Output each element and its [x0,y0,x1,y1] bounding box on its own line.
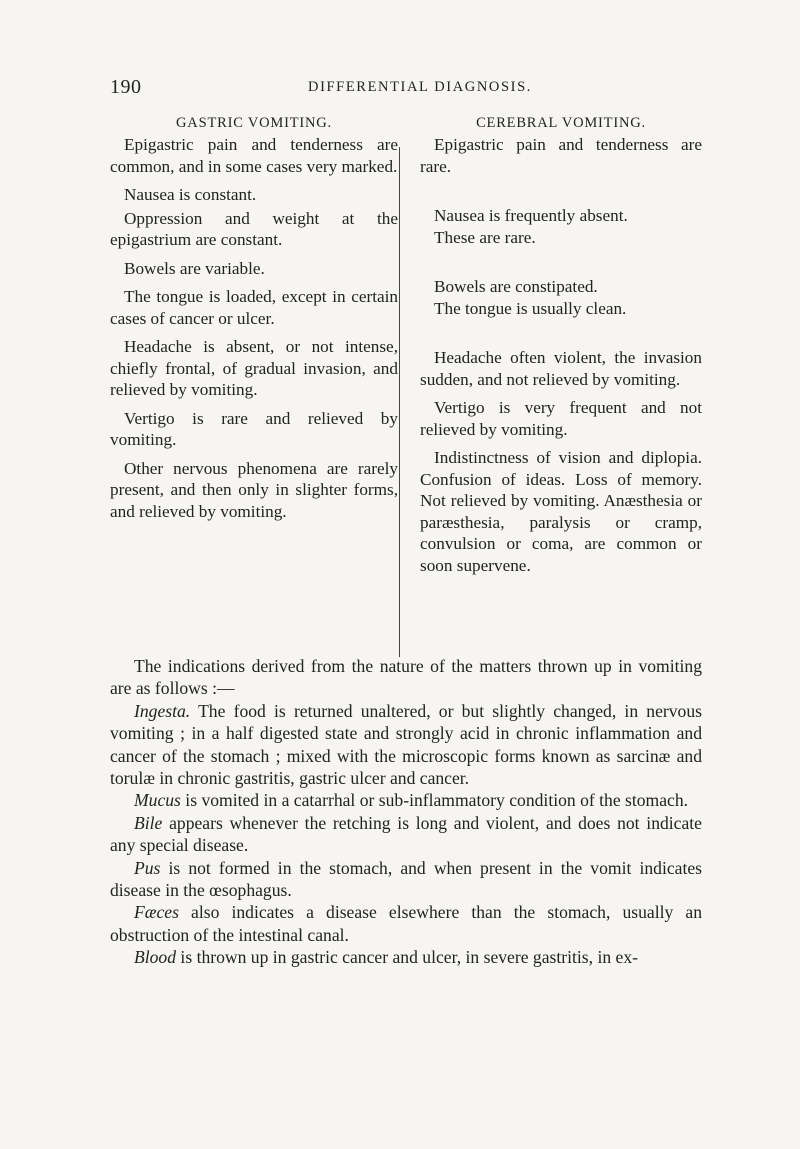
blood-text: is thrown up in gastric cancer and ulcer, in severe gastritis, in ex- [176,947,638,968]
blood-term: Blood [134,947,177,968]
gastric-point: Bowels are variable. [124,258,265,278]
blood-paragraph [110,946,702,968]
cerebral-point: Nausea is frequently absent. [434,206,628,225]
faeces-term: Fæces [134,902,179,923]
cerebral-point: The tongue is usually clean. [434,298,627,318]
gastric-point: Nausea is constant. [124,185,257,204]
ingesta-term: Ingesta. [134,700,191,721]
running-title: DIFFERENTIAL DIAGNOSIS. [308,79,532,95]
gastric-vomiting-column [110,113,398,529]
cerebral-point: Epigastric pain and tenderness are rare. [420,135,702,176]
faeces-paragraph [110,901,702,946]
bile-text: appears whenever the retching is long and violent, and does not indicate any special disease. [110,812,702,856]
mucus-term: Mucus [134,790,181,811]
faeces-text: also indicates a disease elsewhere than the stomach, usually an obstruction of the intestinal canal. [110,902,702,945]
cerebral-point: Vertigo is very frequent and not relieved by vomiting. [420,398,702,439]
page-number: 190 [110,76,142,98]
bile-term: Bile [134,812,163,833]
gastric-point: The tongue is loaded, except in certain cases of cancer or ulcer. [110,287,398,328]
cerebral-point: Headache often violent, the invasion sudden, and not relieved by vomiting. [420,348,702,389]
mucus-paragraph [110,789,702,811]
comparison-columns [110,113,702,661]
cerebral-vomiting-column [420,113,702,583]
page-header [110,76,710,102]
gastric-point: Epigastric pain and tenderness are common, and in some cases very marked. [110,135,398,176]
bile-paragraph [110,812,702,857]
cerebral-point: Indistinctness of vision and diplopia. Confusion of ideas. Loss of memory. Not relieved by vomiting. Anæsthesia or paræsthesia, paralysis or cramp, convulsion or coma, are common or soon supervene. [420,448,702,575]
pus-paragraph [110,857,702,902]
body-text [110,655,702,969]
gastric-point: Oppression and weight at the epigastrium are constant. [110,208,398,249]
gastric-vomiting-heading: GASTRIC VOMITING. [176,115,332,131]
cerebral-vomiting-heading: CEREBRAL VOMITING. [476,115,646,131]
gastric-point: Other nervous phenomena are rarely present, and then only in slighter forms, and relieved by vomiting. [110,458,398,521]
pus-text: is not formed in the stomach, and when present in the vomit indicates disease in the œsophagus. [110,857,702,901]
ingesta-paragraph [110,700,702,790]
ingesta-text: The food is returned unaltered, or but slightly changed, in nervous vomiting ; in a half digested state and strongly acid in chronic inflammation and cancer of the stomach ; mixed with the microscopic forms known as sarcinæ and torulæ in chronic gastritis, gastric ulcer and cancer. [110,700,702,789]
mucus-text: is vomited in a catarrhal or sub-inflammatory condition of the stomach. [180,790,689,811]
pus-term: Pus [134,857,161,878]
column-divider [399,147,400,657]
cerebral-point: These are rare. [434,227,536,247]
cerebral-point: Bowels are constipated. [434,277,598,296]
gastric-point: Headache is absent, or not intense, chiefly frontal, of gradual invasion, and relieved by vomiting. [110,337,398,399]
intro-paragraph: The indications derived from the nature of the matters thrown up in vomiting are as follows :— [110,656,702,699]
gastric-point: Vertigo is rare and relieved by vomiting. [110,408,398,449]
